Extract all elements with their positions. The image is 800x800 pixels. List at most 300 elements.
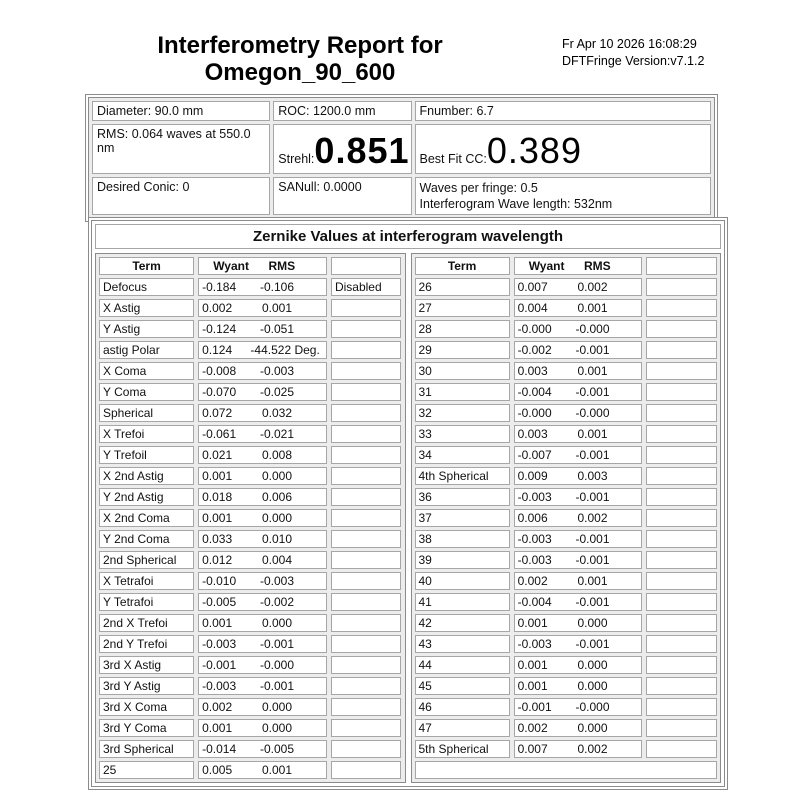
summary-table — [85, 94, 718, 222]
rms-value: 0.000 — [577, 679, 608, 693]
wyant-value: 0.001 — [202, 469, 233, 483]
spare-header — [331, 257, 402, 275]
value-cell — [198, 593, 327, 611]
wyant-value: -0.007 — [517, 448, 552, 462]
wyant-value: -0.184 — [202, 280, 237, 294]
wyant-value: 0.001 — [517, 658, 548, 672]
value-cell — [198, 299, 327, 317]
term-cell: 28 — [415, 320, 510, 338]
note-cell — [646, 362, 717, 380]
zernike-row — [415, 404, 718, 422]
value-cell — [514, 467, 643, 485]
rms-value: -0.000 — [575, 700, 610, 714]
wyant-value: 0.001 — [517, 679, 548, 693]
wyant-value: 0.004 — [517, 301, 548, 315]
zernike-row — [99, 362, 402, 380]
rms-value: 0.002 — [577, 280, 608, 294]
term-header: Term — [99, 257, 194, 275]
term-cell: Spherical — [99, 404, 194, 422]
term-cell: 34 — [415, 446, 510, 464]
zernike-row — [415, 698, 718, 716]
rms-value: -0.001 — [259, 679, 295, 693]
rms-value: 0.000 — [261, 700, 293, 714]
wyant-value: -0.010 — [202, 574, 237, 588]
rms-value: 0.001 — [577, 364, 608, 378]
zernike-row — [99, 383, 402, 401]
term-header: Term — [415, 257, 510, 275]
value-cell — [514, 656, 643, 674]
rms-value: -0.001 — [575, 448, 610, 462]
note-cell — [646, 446, 717, 464]
zernike-row — [99, 530, 402, 548]
value-cell — [514, 530, 643, 548]
rms-value: -0.000 — [575, 322, 610, 336]
term-cell: 31 — [415, 383, 510, 401]
software-version: DFTFringe Version:v7.1.2 — [562, 54, 705, 68]
zernike-row — [99, 404, 402, 422]
zernike-row — [415, 425, 718, 443]
zernike-row — [99, 488, 402, 506]
value-cell — [514, 509, 643, 527]
wyant-value: -0.003 — [517, 637, 552, 651]
rms-value: 0.006 — [261, 490, 293, 504]
zernike-table — [88, 217, 728, 790]
rms-value: 0.000 — [577, 658, 608, 672]
term-cell: 40 — [415, 572, 510, 590]
rms-value: -0.001 — [575, 553, 610, 567]
term-cell: astig Polar — [99, 341, 194, 359]
rms-value: -0.021 — [259, 427, 295, 441]
note-cell — [331, 488, 402, 506]
term-cell: X Astig — [99, 299, 194, 317]
zernike-left-table — [95, 253, 406, 783]
value-cell — [198, 404, 327, 422]
value-cell — [514, 404, 643, 422]
term-cell: 29 — [415, 341, 510, 359]
term-cell: 2nd Y Trefoi — [99, 635, 194, 653]
term-cell: 3rd X Coma — [99, 698, 194, 716]
wyant-value: 0.007 — [517, 742, 548, 756]
spare-header — [646, 257, 717, 275]
zernike-row — [415, 488, 718, 506]
wyant-value: 0.001 — [517, 616, 548, 630]
term-cell: X 2nd Astig — [99, 467, 194, 485]
wyant-value: -0.002 — [517, 343, 552, 357]
zernike-row — [99, 278, 402, 296]
value-cell — [198, 656, 327, 674]
wyant-value: 0.005 — [202, 763, 233, 777]
note-cell — [646, 341, 717, 359]
rms-value: 0.003 — [577, 469, 608, 483]
note-cell — [646, 593, 717, 611]
term-cell: 43 — [415, 635, 510, 653]
term-cell: 3rd X Astig — [99, 656, 194, 674]
rms-value: -0.025 — [259, 385, 295, 399]
term-cell: 30 — [415, 362, 510, 380]
wyant-value: 0.001 — [202, 511, 233, 525]
note-cell — [646, 551, 717, 569]
rms-value: 0.001 — [261, 301, 293, 315]
term-cell: Defocus — [99, 278, 194, 296]
strehl-cell — [273, 124, 411, 174]
rms-header: RMS — [584, 259, 611, 273]
rms-value: 0.001 — [577, 427, 608, 441]
term-cell: 36 — [415, 488, 510, 506]
note-cell — [331, 719, 402, 737]
term-cell: 25 — [99, 761, 194, 779]
wyant-value: -0.000 — [517, 406, 552, 420]
term-cell: Y Trefoil — [99, 446, 194, 464]
wyant-value: -0.000 — [517, 322, 552, 336]
value-cell — [514, 698, 643, 716]
term-cell: X 2nd Coma — [99, 509, 194, 527]
rms-cell: RMS: 0.064 waves at 550.0 nm — [92, 124, 270, 174]
note-cell — [646, 467, 717, 485]
rms-value: 0.001 — [577, 574, 608, 588]
best-fit-cc-label: Best Fit CC: — [419, 152, 487, 166]
wyant-value: -0.004 — [517, 385, 552, 399]
term-cell: 39 — [415, 551, 510, 569]
note-cell — [331, 551, 402, 569]
zernike-row — [99, 614, 402, 632]
zernike-row — [415, 551, 718, 569]
wyant-value: -0.003 — [517, 553, 552, 567]
value-cell — [198, 341, 327, 359]
zernike-row — [415, 572, 718, 590]
zernike-row — [99, 299, 402, 317]
term-cell: 47 — [415, 719, 510, 737]
rms-header: RMS — [268, 259, 296, 273]
value-cell — [198, 425, 327, 443]
summary-row-1 — [92, 101, 711, 121]
value-cell — [198, 320, 327, 338]
note-cell — [646, 614, 717, 632]
value-cell — [198, 761, 327, 779]
note-cell — [646, 740, 717, 758]
rms-value: 0.032 — [261, 406, 293, 420]
wyant-value: 0.002 — [202, 301, 233, 315]
wyant-value: 0.002 — [517, 721, 548, 735]
value-cell — [198, 509, 327, 527]
value-cell — [514, 299, 643, 317]
wyant-value: 0.001 — [202, 721, 233, 735]
term-cell: 2nd X Trefoi — [99, 614, 194, 632]
sanull-cell: SANull: 0.0000 — [273, 177, 411, 215]
zernike-row — [99, 677, 402, 695]
zernike-row — [99, 551, 402, 569]
rms-value: -0.106 — [259, 280, 295, 294]
wyant-value: -0.003 — [202, 679, 237, 693]
note-cell — [646, 320, 717, 338]
zernike-row — [99, 467, 402, 485]
term-cell: Y Astig — [99, 320, 194, 338]
wyant-value: 0.007 — [517, 280, 548, 294]
zernike-row — [415, 446, 718, 464]
zernike-row — [415, 614, 718, 632]
term-cell: 46 — [415, 698, 510, 716]
rms-value: -0.001 — [575, 343, 610, 357]
value-cell — [514, 593, 643, 611]
wyant-value: -0.061 — [202, 427, 237, 441]
summary-row-3 — [92, 177, 711, 215]
zernike-row — [99, 509, 402, 527]
note-cell: Disabled — [331, 278, 402, 296]
term-cell: Y Coma — [99, 383, 194, 401]
rms-value: -0.051 — [259, 322, 295, 336]
note-cell — [331, 425, 402, 443]
note-cell — [646, 383, 717, 401]
zernike-row — [415, 593, 718, 611]
wyant-value: -0.001 — [517, 700, 552, 714]
rms-value: -0.001 — [575, 385, 610, 399]
note-cell — [646, 299, 717, 317]
term-cell: 27 — [415, 299, 510, 317]
fringe-info-cell — [415, 177, 711, 215]
term-cell: 38 — [415, 530, 510, 548]
rms-value: -0.001 — [575, 637, 610, 651]
term-cell: X Trefoi — [99, 425, 194, 443]
desired-conic-cell: Desired Conic: 0 — [92, 177, 270, 215]
zernike-row — [415, 740, 718, 758]
rms-value: 0.000 — [261, 469, 293, 483]
interferogram-wavelength: Interferogram Wave length: 532nm — [419, 197, 613, 211]
note-cell — [331, 656, 402, 674]
wyant-value: 0.006 — [517, 511, 548, 525]
zernike-row — [415, 467, 718, 485]
report-title — [55, 32, 545, 86]
zernike-row — [415, 656, 718, 674]
zernike-left-header — [99, 257, 402, 275]
term-cell: 33 — [415, 425, 510, 443]
note-cell — [646, 530, 717, 548]
note-cell — [646, 698, 717, 716]
wyant-value: 0.124 — [202, 343, 233, 357]
value-cell — [514, 551, 643, 569]
note-cell — [331, 593, 402, 611]
zernike-row — [415, 341, 718, 359]
note-cell — [331, 362, 402, 380]
term-cell: 3rd Y Astig — [99, 677, 194, 695]
value-cell — [514, 320, 643, 338]
wyant-value: -0.003 — [517, 532, 552, 546]
value-cell — [198, 614, 327, 632]
note-cell — [646, 677, 717, 695]
note-cell — [331, 740, 402, 758]
value-cell — [514, 488, 643, 506]
value-cell — [198, 677, 327, 695]
diameter-cell: Diameter: 90.0 mm — [92, 101, 270, 121]
waves-per-fringe: Waves per fringe: 0.5 — [419, 181, 538, 195]
term-cell: X Coma — [99, 362, 194, 380]
zernike-row — [99, 761, 402, 779]
value-cell — [198, 635, 327, 653]
value-cell — [514, 719, 643, 737]
zernike-title: Zernike Values at interferogram wavelength — [95, 224, 721, 249]
value-cell — [514, 446, 643, 464]
term-cell: 2nd Spherical — [99, 551, 194, 569]
blank-cell — [415, 761, 718, 779]
note-cell — [331, 320, 402, 338]
rms-value: 0.000 — [261, 616, 293, 630]
value-cell — [198, 362, 327, 380]
wyant-value: 0.018 — [202, 490, 233, 504]
wyant-value: -0.008 — [202, 364, 237, 378]
term-cell: Y 2nd Coma — [99, 530, 194, 548]
note-cell — [331, 635, 402, 653]
zernike-row — [99, 593, 402, 611]
value-cell — [514, 740, 643, 758]
value-cell — [514, 677, 643, 695]
rms-value: -0.002 — [259, 595, 295, 609]
value-cell — [198, 698, 327, 716]
roc-cell: ROC: 1200.0 mm — [273, 101, 411, 121]
note-cell — [331, 614, 402, 632]
value-cell — [514, 383, 643, 401]
rms-value: 0.000 — [577, 616, 608, 630]
rms-value: 0.010 — [261, 532, 293, 546]
best-fit-cc-cell — [415, 124, 711, 174]
zernike-row — [415, 299, 718, 317]
value-header — [198, 257, 327, 275]
rms-value: -0.005 — [259, 742, 295, 756]
note-cell — [331, 446, 402, 464]
note-cell — [331, 383, 402, 401]
zernike-row — [415, 509, 718, 527]
term-cell: 4th Spherical — [415, 467, 510, 485]
rms-value: 0.002 — [577, 742, 608, 756]
value-cell — [514, 341, 643, 359]
zernike-row — [415, 362, 718, 380]
rms-value: 0.000 — [261, 721, 293, 735]
zernike-row — [99, 425, 402, 443]
wyant-header: Wyant — [528, 259, 565, 273]
note-cell — [646, 425, 717, 443]
term-cell: 32 — [415, 404, 510, 422]
note-cell — [646, 572, 717, 590]
zernike-row — [99, 446, 402, 464]
report-meta — [562, 36, 704, 70]
rms-value: -0.000 — [259, 658, 295, 672]
wyant-value: 0.012 — [202, 553, 233, 567]
note-cell — [646, 278, 717, 296]
term-cell: 45 — [415, 677, 510, 695]
rms-value: 0.001 — [577, 301, 608, 315]
value-cell — [514, 362, 643, 380]
strehl-label: Strehl: — [278, 152, 315, 166]
report-title-line1: Interferometry Report for — [157, 32, 443, 59]
note-cell — [331, 341, 402, 359]
wyant-value: 0.003 — [517, 364, 548, 378]
zernike-row — [415, 383, 718, 401]
note-cell — [646, 404, 717, 422]
wyant-value: -0.124 — [202, 322, 237, 336]
zernike-right-table — [411, 253, 722, 783]
note-cell — [331, 299, 402, 317]
term-cell: 41 — [415, 593, 510, 611]
zernike-row — [99, 341, 402, 359]
wyant-value: -0.014 — [202, 742, 237, 756]
value-cell — [514, 614, 643, 632]
wyant-value: -0.001 — [202, 658, 237, 672]
zernike-row — [415, 278, 718, 296]
wyant-value: 0.033 — [202, 532, 233, 546]
value-cell — [198, 488, 327, 506]
summary-row-2 — [92, 124, 711, 174]
rms-value: 0.000 — [261, 511, 293, 525]
zernike-row — [415, 719, 718, 737]
zernike-right-header — [415, 257, 718, 275]
value-cell — [514, 635, 643, 653]
wyant-value: -0.070 — [202, 385, 237, 399]
rms-value: -0.001 — [575, 595, 610, 609]
note-cell — [331, 698, 402, 716]
term-cell: 3rd Y Coma — [99, 719, 194, 737]
zernike-right-rows — [415, 278, 718, 779]
value-header — [514, 257, 643, 275]
wyant-value: 0.021 — [202, 448, 233, 462]
rms-value: 0.008 — [261, 448, 293, 462]
rms-value: -0.000 — [575, 406, 610, 420]
wyant-value: 0.072 — [202, 406, 233, 420]
note-cell — [646, 656, 717, 674]
wyant-value: -0.004 — [517, 595, 552, 609]
rms-value: 0.002 — [577, 511, 608, 525]
zernike-row — [415, 320, 718, 338]
term-cell: 26 — [415, 278, 510, 296]
note-cell — [646, 509, 717, 527]
zernike-row — [99, 740, 402, 758]
value-cell — [198, 551, 327, 569]
value-cell — [198, 719, 327, 737]
note-cell — [331, 572, 402, 590]
value-cell — [198, 572, 327, 590]
rms-value: -0.001 — [575, 490, 610, 504]
value-cell — [198, 467, 327, 485]
note-cell — [331, 509, 402, 527]
zernike-row — [415, 677, 718, 695]
fnumber-cell: Fnumber: 6.7 — [415, 101, 711, 121]
value-cell — [198, 278, 327, 296]
wyant-value: 0.003 — [517, 427, 548, 441]
rms-value: -0.003 — [259, 364, 295, 378]
note-cell — [331, 404, 402, 422]
term-cell: 5th Spherical — [415, 740, 510, 758]
term-cell: 42 — [415, 614, 510, 632]
value-cell — [198, 446, 327, 464]
term-cell: Y Tetrafoi — [99, 593, 194, 611]
zernike-row — [99, 572, 402, 590]
strehl-value: 0.851 — [314, 130, 410, 171]
value-cell — [514, 425, 643, 443]
value-cell — [514, 278, 643, 296]
rms-value: -0.003 — [259, 574, 295, 588]
note-cell — [646, 635, 717, 653]
term-cell: Y 2nd Astig — [99, 488, 194, 506]
best-fit-cc-value: 0.389 — [486, 130, 582, 171]
wyant-value: -0.003 — [517, 490, 552, 504]
rms-value: -0.001 — [259, 637, 295, 651]
wyant-value: 0.002 — [202, 700, 233, 714]
rms-value: 0.001 — [261, 763, 293, 777]
note-cell — [646, 719, 717, 737]
term-cell: 37 — [415, 509, 510, 527]
note-cell — [331, 677, 402, 695]
note-cell — [646, 488, 717, 506]
wyant-value: 0.002 — [517, 574, 548, 588]
zernike-row — [415, 635, 718, 653]
wyant-header: Wyant — [213, 259, 249, 273]
timestamp: Fr Apr 10 2026 16:08:29 — [562, 37, 697, 51]
